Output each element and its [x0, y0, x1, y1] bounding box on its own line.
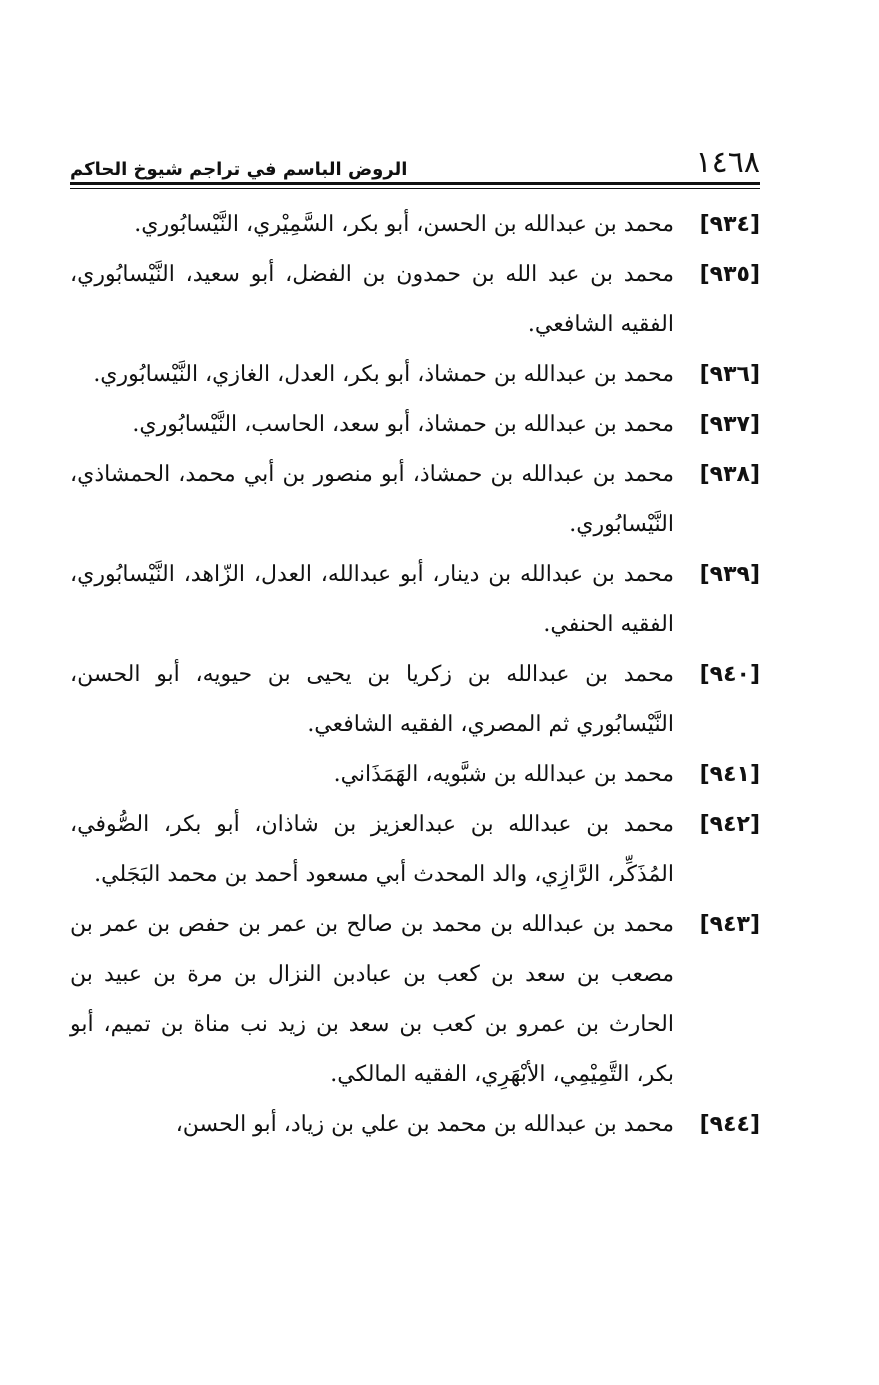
entry-number: [٩٤٣]	[699, 912, 760, 937]
entry-text: محمد بن عبد الله بن حمدون بن الفضل، أبو سعيد، النَّيْسابُوري، الفقيه الشافعي.	[70, 262, 674, 337]
entry-text: محمد بن عبدالله بن دينار، أبو عبدالله، العدل، الزّاهد، النَّيْسابُوري، الفقيه الحنفي.	[70, 562, 674, 637]
entry-934	[70, 200, 760, 250]
entry-937	[70, 400, 760, 450]
entry-number: [٩٤١]	[699, 762, 760, 787]
entry-942	[70, 800, 760, 900]
entry-list	[70, 200, 760, 1150]
entry-number: [٩٣٨]	[699, 462, 760, 487]
entry-text: محمد بن عبدالله بن محمد بن صالح بن عمر بن حفص بن عمر بن مصعب بن سعد بن كعب بن عبادبن النزال بن مرة بن عبيد بن الحارث بن عمرو بن كعب بن سعد بن زيد نب مناة بن تميم، أبو بكر، التَّمِيْمِي، الأبْهَرِي، الفقيه المالكي.	[70, 912, 674, 1087]
entry-text: محمد بن عبدالله بن محمد بن علي بن زياد، أبو الحسن،	[175, 1112, 674, 1137]
entry-number: [٩٤٢]	[699, 812, 760, 837]
entry-940	[70, 650, 760, 750]
entry-938	[70, 450, 760, 550]
entry-number: [٩٣٦]	[699, 362, 760, 387]
entry-941	[70, 750, 760, 800]
header-divider	[70, 182, 760, 189]
entry-text: محمد بن عبدالله بن حمشاذ، أبو بكر، العدل، الغازي، النَّيْسابُوري.	[93, 362, 674, 387]
entry-944	[70, 1100, 760, 1150]
running-title: الروض الباسم في تراجم شيوخ الحاكم	[70, 159, 408, 180]
entry-text: محمد بن عبدالله بن عبدالعزيز بن شاذان، أبو بكر، الصُّوفي، المُذَكِّر، الرَّازِي، والد المحدث أبي مسعود أحمد بن محمد البَجَلي.	[70, 812, 674, 887]
entry-text: محمد بن عبدالله بن زكريا بن يحيى بن حيويه، أبو الحسن، النَّيْسابُوري ثم المصري، الفقيه الشافعي.	[70, 662, 674, 737]
entry-number: [٩٣٧]	[699, 412, 760, 437]
entry-number: [٩٣٤]	[699, 212, 760, 237]
entry-939	[70, 550, 760, 650]
entry-number: [٩٤٤]	[699, 1112, 760, 1137]
entry-text: محمد بن عبدالله بن حمشاذ، أبو منصور بن أبي محمد، الحمشاذي، النَّيْسابُوري.	[70, 462, 674, 537]
entry-number: [٩٤٠]	[699, 662, 760, 687]
entry-935	[70, 250, 760, 350]
page-number: ١٤٦٨	[695, 145, 760, 180]
entry-text: محمد بن عبدالله بن الحسن، أبو بكر، السَّمِيْري، النَّيْسابُوري.	[134, 212, 674, 237]
entry-number: [٩٣٥]	[699, 262, 760, 287]
entry-text: محمد بن عبدالله بن شبَّويه، الهَمَذَاني.	[333, 762, 674, 787]
entry-number: [٩٣٩]	[699, 562, 760, 587]
entry-943	[70, 900, 760, 1100]
page-header	[70, 140, 760, 180]
entry-text: محمد بن عبدالله بن حمشاذ، أبو سعد، الحاسب، النَّيْسابُوري.	[132, 412, 674, 437]
entry-936	[70, 350, 760, 400]
